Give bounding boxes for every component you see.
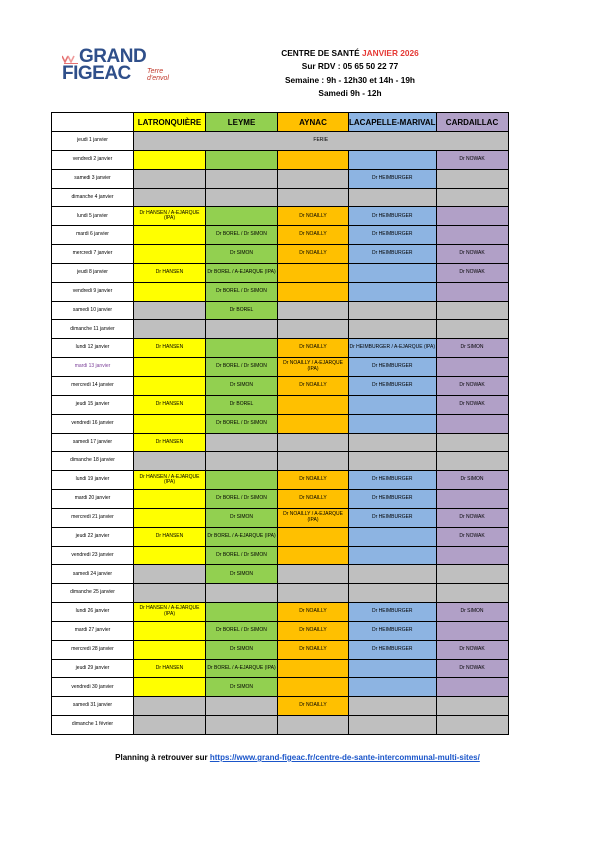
schedule-cell-aynac <box>278 414 349 433</box>
day-cell: lundi 12 janvier <box>52 339 134 358</box>
schedule-cell-lacapelle-marival: Dr HEIMBURGER <box>349 471 437 490</box>
table-row <box>52 527 509 546</box>
header-title <box>240 47 460 60</box>
schedule-cell-lacapelle-marival: Dr HEIMBURGER <box>349 490 437 509</box>
grand-figeac-logo <box>62 48 172 90</box>
day-cell: vendredi 2 janvier <box>52 150 134 169</box>
table-row <box>52 678 509 697</box>
schedule-cell-lacapelle-marival <box>349 659 437 678</box>
table-row <box>52 245 509 264</box>
schedule-cell-cardaillac: Dr NOWAK <box>436 527 508 546</box>
schedule-cell-cardaillac <box>436 169 508 188</box>
schedule-cell-cardaillac <box>436 584 508 603</box>
schedule-cell-lacapelle-marival <box>349 527 437 546</box>
schedule-cell-lacapelle-marival: Dr HEIMBURGER <box>349 621 437 640</box>
schedule-cell-latronquiere <box>134 301 206 320</box>
day-cell: samedi 17 janvier <box>52 433 134 452</box>
footer <box>0 753 595 762</box>
schedule-cell-latronquiere <box>134 697 206 716</box>
schedule-cell-aynac <box>278 282 349 301</box>
schedule-cell-aynac <box>278 659 349 678</box>
schedule-cell-aynac <box>278 546 349 565</box>
table-row <box>52 452 509 471</box>
table-row <box>52 188 509 207</box>
schedule-cell-cardaillac <box>436 621 508 640</box>
schedule-cell-latronquiere: Dr HANSEN <box>134 395 206 414</box>
schedule-cell-leyme: Dr BOREL <box>206 301 278 320</box>
schedule-cell-lacapelle-marival <box>349 565 437 584</box>
day-cell: vendredi 9 janvier <box>52 282 134 301</box>
day-cell: dimanche 25 janvier <box>52 584 134 603</box>
schedule-cell-lacapelle-marival: Dr HEIMBURGER <box>349 207 437 226</box>
schedule-cell-latronquiere <box>134 282 206 301</box>
schedule-cell-aynac <box>278 678 349 697</box>
schedule-cell-leyme <box>206 433 278 452</box>
schedule-cell-aynac: Dr NOAILLY <box>278 697 349 716</box>
day-cell: dimanche 18 janvier <box>52 452 134 471</box>
schedule-cell-lacapelle-marival: Dr HEIMBURGER <box>349 603 437 622</box>
table-row <box>52 508 509 527</box>
schedule-cell-leyme: Dr BOREL / A-EJARQUE (IPA) <box>206 659 278 678</box>
planning-body <box>52 132 509 735</box>
schedule-cell-lacapelle-marival: Dr HEIMBURGER <box>349 358 437 377</box>
day-cell: mercredi 7 janvier <box>52 245 134 264</box>
day-cell: mercredi 28 janvier <box>52 640 134 659</box>
table-row <box>52 376 509 395</box>
schedule-cell-lacapelle-marival: Dr HEIMBURGER <box>349 169 437 188</box>
schedule-cell-leyme <box>206 584 278 603</box>
day-cell: samedi 24 janvier <box>52 565 134 584</box>
table-row <box>52 584 509 603</box>
day-cell: jeudi 8 janvier <box>52 263 134 282</box>
schedule-cell-aynac: Dr NOAILLY <box>278 621 349 640</box>
schedule-cell-latronquiere <box>134 716 206 735</box>
schedule-cell-cardaillac <box>436 226 508 245</box>
schedule-cell-aynac <box>278 188 349 207</box>
schedule-cell-latronquiere <box>134 640 206 659</box>
schedule-cell-cardaillac <box>436 433 508 452</box>
schedule-cell-leyme: Dr BOREL / Dr SIMON <box>206 490 278 509</box>
holiday-cell: FERIE <box>134 132 509 151</box>
table-row <box>52 226 509 245</box>
day-cell: dimanche 1 février <box>52 716 134 735</box>
schedule-cell-leyme: Dr BOREL / Dr SIMON <box>206 282 278 301</box>
schedule-cell-cardaillac: Dr SIMON <box>436 471 508 490</box>
schedule-cell-leyme <box>206 150 278 169</box>
schedule-cell-lacapelle-marival <box>349 301 437 320</box>
column-header-latronquiere: LATRONQUIÈRE <box>134 113 206 132</box>
schedule-cell-lacapelle-marival <box>349 697 437 716</box>
schedule-cell-latronquiere <box>134 508 206 527</box>
day-cell: lundi 19 janvier <box>52 471 134 490</box>
planning-table <box>51 112 509 735</box>
day-cell: dimanche 11 janvier <box>52 320 134 339</box>
schedule-cell-aynac: Dr NOAILLY <box>278 490 349 509</box>
schedule-cell-lacapelle-marival: Dr HEIMBURGER <box>349 508 437 527</box>
table-row <box>52 358 509 377</box>
schedule-cell-leyme <box>206 716 278 735</box>
day-cell: mercredi 14 janvier <box>52 376 134 395</box>
schedule-cell-lacapelle-marival <box>349 320 437 339</box>
day-cell: dimanche 4 janvier <box>52 188 134 207</box>
schedule-cell-latronquiere: Dr HANSEN <box>134 263 206 282</box>
schedule-cell-latronquiere: Dr HANSEN <box>134 659 206 678</box>
schedule-cell-latronquiere <box>134 565 206 584</box>
schedule-cell-aynac <box>278 320 349 339</box>
schedule-cell-leyme <box>206 207 278 226</box>
schedule-cell-cardaillac: Dr NOWAK <box>436 245 508 264</box>
schedule-cell-leyme <box>206 603 278 622</box>
day-cell: vendredi 16 janvier <box>52 414 134 433</box>
schedule-cell-aynac: Dr NOAILLY / A-EJARQUE (IPA) <box>278 508 349 527</box>
schedule-cell-aynac: Dr NOAILLY <box>278 207 349 226</box>
table-row <box>52 603 509 622</box>
header-title-prefix: CENTRE DE SANTÉ <box>281 48 360 58</box>
schedule-cell-lacapelle-marival <box>349 395 437 414</box>
table-row <box>52 546 509 565</box>
schedule-cell-leyme: Dr BOREL / Dr SIMON <box>206 414 278 433</box>
schedule-cell-lacapelle-marival <box>349 188 437 207</box>
schedule-cell-cardaillac <box>436 207 508 226</box>
schedule-cell-aynac: Dr NOAILLY <box>278 376 349 395</box>
schedule-cell-latronquiere <box>134 452 206 471</box>
schedule-cell-cardaillac <box>436 188 508 207</box>
table-row <box>52 433 509 452</box>
table-row <box>52 471 509 490</box>
day-cell: samedi 31 janvier <box>52 697 134 716</box>
logo-tagline: Terre d'envol <box>147 68 169 82</box>
day-cell: jeudi 15 janvier <box>52 395 134 414</box>
header-hours-week: Semaine : 9h - 12h30 et 14h - 19h <box>284 74 416 85</box>
schedule-cell-aynac <box>278 301 349 320</box>
column-header-leyme: LEYME <box>206 113 278 132</box>
day-cell: vendredi 23 janvier <box>52 546 134 565</box>
schedule-cell-cardaillac <box>436 697 508 716</box>
schedule-cell-cardaillac <box>436 414 508 433</box>
schedule-cell-leyme: Dr BOREL <box>206 395 278 414</box>
schedule-cell-aynac <box>278 527 349 546</box>
schedule-cell-leyme: Dr SIMON <box>206 245 278 264</box>
schedule-cell-latronquiere <box>134 188 206 207</box>
schedule-cell-leyme: Dr SIMON <box>206 565 278 584</box>
day-cell: mardi 27 janvier <box>52 621 134 640</box>
footer-text: Planning à retrouver sur <box>115 753 210 762</box>
schedule-cell-aynac <box>278 716 349 735</box>
schedule-cell-latronquiere: Dr HANSEN / A-EJARQUE (IPA) <box>134 471 206 490</box>
schedule-cell-aynac: Dr NOAILLY <box>278 471 349 490</box>
schedule-cell-leyme: Dr BOREL / Dr SIMON <box>206 546 278 565</box>
day-cell: mercredi 21 janvier <box>52 508 134 527</box>
schedule-cell-cardaillac <box>436 490 508 509</box>
table-row <box>52 621 509 640</box>
schedule-cell-aynac <box>278 169 349 188</box>
schedule-cell-lacapelle-marival <box>349 716 437 735</box>
schedule-cell-leyme: Dr SIMON <box>206 376 278 395</box>
schedule-cell-latronquiere <box>134 584 206 603</box>
table-row <box>52 659 509 678</box>
table-row <box>52 395 509 414</box>
schedule-cell-latronquiere <box>134 546 206 565</box>
schedule-cell-aynac <box>278 395 349 414</box>
schedule-cell-cardaillac <box>436 565 508 584</box>
schedule-cell-lacapelle-marival: Dr HEIMBURGER / A-EJARQUE (IPA) <box>349 339 437 358</box>
schedule-cell-lacapelle-marival <box>349 150 437 169</box>
header-blank-cell <box>52 113 134 132</box>
schedule-cell-lacapelle-marival <box>349 414 437 433</box>
day-cell: jeudi 1 janvier <box>52 132 134 151</box>
schedule-cell-cardaillac <box>436 282 508 301</box>
schedule-cell-aynac: Dr NOAILLY <box>278 603 349 622</box>
logo-figeac: FIGEAC <box>62 63 131 84</box>
schedule-cell-leyme: Dr BOREL / Dr SIMON <box>206 358 278 377</box>
schedule-cell-latronquiere <box>134 414 206 433</box>
table-row <box>52 263 509 282</box>
schedule-cell-cardaillac: Dr NOWAK <box>436 376 508 395</box>
table-row <box>52 565 509 584</box>
schedule-cell-latronquiere: Dr HANSEN / A-EJARQUE (IPA) <box>134 207 206 226</box>
schedule-cell-aynac: Dr NOAILLY <box>278 640 349 659</box>
schedule-cell-latronquiere <box>134 150 206 169</box>
column-header-aynac: AYNAC <box>278 113 349 132</box>
day-cell: lundi 26 janvier <box>52 603 134 622</box>
schedule-cell-aynac <box>278 452 349 471</box>
schedule-cell-lacapelle-marival: Dr HEIMBURGER <box>349 376 437 395</box>
schedule-cell-latronquiere <box>134 169 206 188</box>
table-row <box>52 132 509 151</box>
day-cell: mardi 20 janvier <box>52 490 134 509</box>
schedule-cell-latronquiere <box>134 226 206 245</box>
schedule-cell-cardaillac: Dr NOWAK <box>436 508 508 527</box>
schedule-cell-lacapelle-marival <box>349 452 437 471</box>
schedule-cell-cardaillac: Dr NOWAK <box>436 659 508 678</box>
schedule-cell-leyme <box>206 471 278 490</box>
schedule-cell-leyme: Dr SIMON <box>206 508 278 527</box>
schedule-cell-latronquiere <box>134 320 206 339</box>
table-header-row <box>52 113 509 132</box>
schedule-cell-aynac: Dr NOAILLY / A-EJARQUE (IPA) <box>278 358 349 377</box>
schedule-cell-cardaillac <box>436 678 508 697</box>
schedule-cell-cardaillac <box>436 358 508 377</box>
schedule-cell-leyme: Dr BOREL / Dr SIMON <box>206 621 278 640</box>
schedule-cell-cardaillac: Dr NOWAK <box>436 395 508 414</box>
schedule-cell-cardaillac <box>436 320 508 339</box>
schedule-cell-lacapelle-marival: Dr HEIMBURGER <box>349 245 437 264</box>
schedule-cell-cardaillac: Dr NOWAK <box>436 640 508 659</box>
table-row <box>52 697 509 716</box>
table-row <box>52 490 509 509</box>
schedule-cell-lacapelle-marival <box>349 282 437 301</box>
schedule-cell-latronquiere <box>134 490 206 509</box>
table-row <box>52 169 509 188</box>
schedule-cell-cardaillac <box>436 546 508 565</box>
schedule-cell-leyme <box>206 188 278 207</box>
column-header-lacapelle-marival: LACAPELLE-MARIVAL <box>349 113 437 132</box>
schedule-cell-cardaillac: Dr NOWAK <box>436 150 508 169</box>
schedule-cell-latronquiere <box>134 245 206 264</box>
schedule-cell-leyme <box>206 452 278 471</box>
table-row <box>52 414 509 433</box>
schedule-cell-aynac: Dr NOAILLY <box>278 339 349 358</box>
schedule-cell-leyme: Dr BOREL / Dr SIMON <box>206 226 278 245</box>
schedule-cell-latronquiere <box>134 678 206 697</box>
schedule-cell-leyme: Dr SIMON <box>206 678 278 697</box>
schedule-cell-cardaillac <box>436 301 508 320</box>
day-cell: samedi 10 janvier <box>52 301 134 320</box>
schedule-cell-cardaillac: Dr SIMON <box>436 339 508 358</box>
day-cell: jeudi 29 janvier <box>52 659 134 678</box>
schedule-cell-aynac: Dr NOAILLY <box>278 245 349 264</box>
schedule-cell-lacapelle-marival <box>349 546 437 565</box>
schedule-cell-latronquiere <box>134 621 206 640</box>
footer-link[interactable]: https://www.grand-figeac.fr/centre-de-sante-intercommunal-multi-sites/ <box>209 753 480 762</box>
schedule-cell-lacapelle-marival <box>349 584 437 603</box>
header-phone: Sur RDV : 05 65 50 22 77 <box>301 61 399 72</box>
day-cell: mardi 6 janvier <box>52 226 134 245</box>
day-cell: jeudi 22 janvier <box>52 527 134 546</box>
day-cell: samedi 3 janvier <box>52 169 134 188</box>
page-header <box>240 47 460 100</box>
schedule-cell-leyme <box>206 339 278 358</box>
table-row <box>52 150 509 169</box>
table-row <box>52 301 509 320</box>
table-row <box>52 320 509 339</box>
schedule-cell-cardaillac: Dr SIMON <box>436 603 508 622</box>
schedule-cell-lacapelle-marival: Dr HEIMBURGER <box>349 226 437 245</box>
schedule-cell-leyme: Dr SIMON <box>206 640 278 659</box>
schedule-cell-aynac <box>278 433 349 452</box>
schedule-cell-cardaillac: Dr NOWAK <box>436 263 508 282</box>
day-cell: vendredi 30 janvier <box>52 678 134 697</box>
schedule-cell-aynac: Dr NOAILLY <box>278 226 349 245</box>
logo-grand: GRAND <box>79 46 147 67</box>
table-row <box>52 339 509 358</box>
header-hours-saturday: Samedi 9h - 12h <box>318 87 382 98</box>
day-cell: mardi 13 janvier <box>52 358 134 377</box>
schedule-cell-leyme: Dr BOREL / A-EJARQUE (IPA) <box>206 263 278 282</box>
schedule-cell-latronquiere: Dr HANSEN <box>134 339 206 358</box>
schedule-cell-lacapelle-marival: Dr HEIMBURGER <box>349 640 437 659</box>
schedule-cell-lacapelle-marival <box>349 433 437 452</box>
schedule-cell-leyme <box>206 169 278 188</box>
schedule-cell-leyme <box>206 320 278 339</box>
schedule-cell-aynac <box>278 584 349 603</box>
schedule-cell-lacapelle-marival <box>349 263 437 282</box>
day-cell: lundi 5 janvier <box>52 207 134 226</box>
schedule-cell-lacapelle-marival <box>349 678 437 697</box>
column-header-cardaillac: CARDAILLAC <box>436 113 508 132</box>
header-title-month: JANVIER 2026 <box>361 48 419 58</box>
schedule-cell-leyme <box>206 697 278 716</box>
schedule-cell-aynac <box>278 263 349 282</box>
schedule-cell-leyme: Dr BOREL / A-EJARQUE (IPA) <box>206 527 278 546</box>
schedule-cell-aynac <box>278 565 349 584</box>
schedule-cell-latronquiere <box>134 358 206 377</box>
schedule-cell-latronquiere: Dr HANSEN / A-EJARQUE (IPA) <box>134 603 206 622</box>
schedule-cell-cardaillac <box>436 452 508 471</box>
table-row <box>52 207 509 226</box>
schedule-cell-aynac <box>278 150 349 169</box>
schedule-cell-latronquiere: Dr HANSEN <box>134 527 206 546</box>
table-row <box>52 640 509 659</box>
table-row <box>52 282 509 301</box>
schedule-cell-cardaillac <box>436 716 508 735</box>
schedule-cell-latronquiere <box>134 376 206 395</box>
table-row <box>52 716 509 735</box>
schedule-cell-latronquiere: Dr HANSEN <box>134 433 206 452</box>
